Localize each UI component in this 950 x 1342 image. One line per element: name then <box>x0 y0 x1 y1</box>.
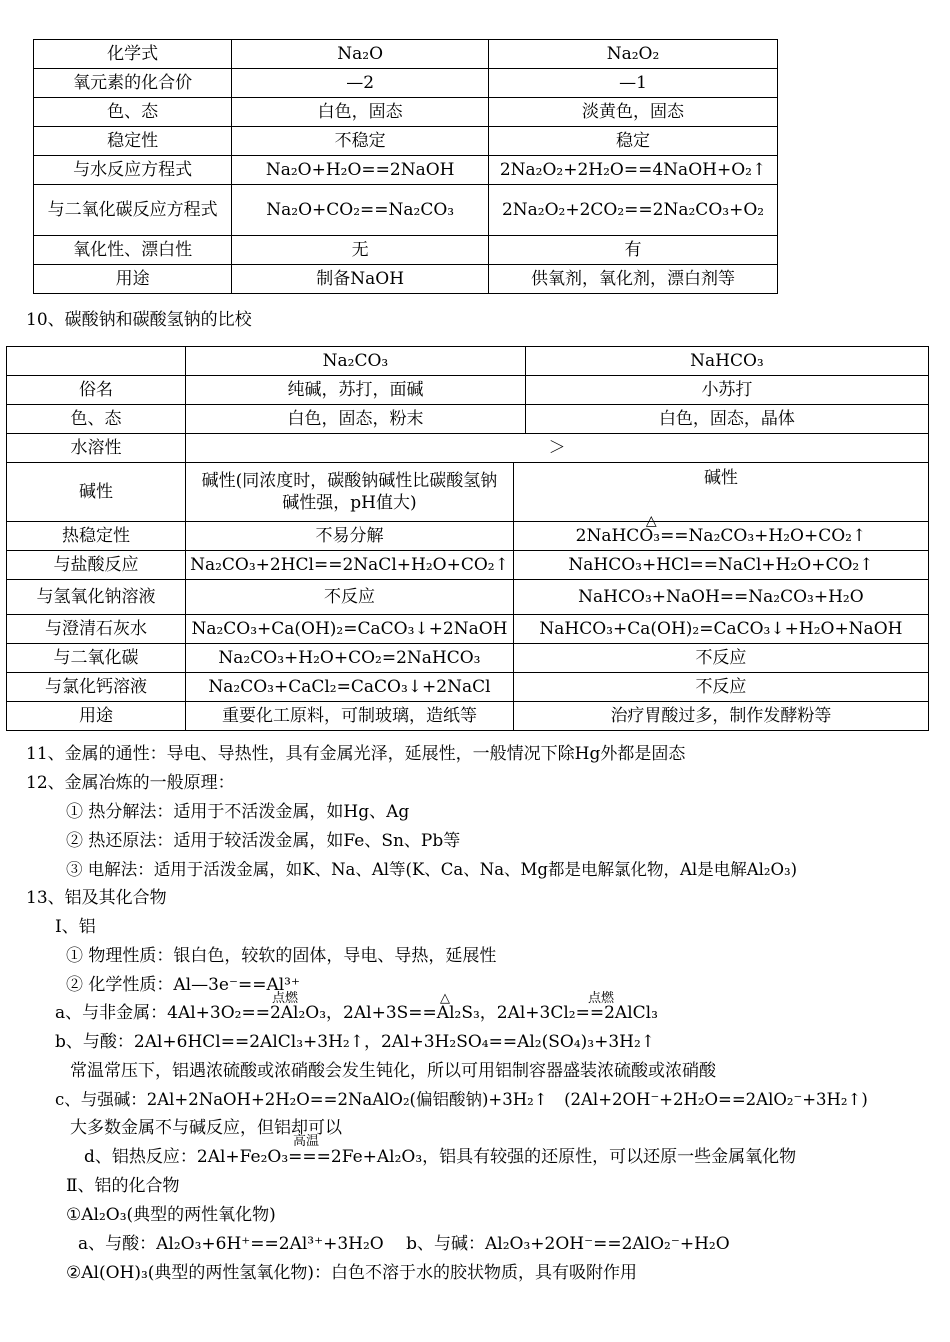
ignite-condition-mark: 点燃 <box>272 991 299 1006</box>
table-row <box>7 463 929 522</box>
table-cell: 白色，固态，粉末 <box>186 405 526 434</box>
table-row <box>7 434 929 463</box>
table-cell: Na₂CO₃+CaCl₂=CaCO₃↓+2NaCl <box>186 673 514 702</box>
heat-condition-mark: △ <box>645 513 657 529</box>
text-line: ① 热分解法：适用于不活泼金属，如Hg、Ag <box>66 802 410 822</box>
table-cell <box>513 513 928 551</box>
text-line: 11、金属的通性：导电、导热性，具有金属光泽，延展性，一般情况下除Hg外都是固态 <box>26 744 686 764</box>
text-line: ②Al(OH)₃(典型的两性氢氧化物)：白色不溶于水的胶状物质，具有吸附作用 <box>66 1263 638 1283</box>
table-row <box>34 265 778 294</box>
text-line: a、与非金属：4Al+3O₂==2Al₂O₃，2Al+3S==Al₂S₃，2Al+3Cl₂==2AlCl₃ <box>55 1003 658 1023</box>
ignite-condition-mark: 点燃 <box>588 991 615 1006</box>
table-cell: Na₂O+CO₂==Na₂CO₃ <box>232 185 489 236</box>
text-line: ② 化学性质：Al—3e⁻==Al³⁺ <box>66 975 300 995</box>
table-cell: 2Na₂O₂+2H₂O==4NaOH+O₂↑ <box>489 156 778 185</box>
table-cell: 与氯化钙溶液 <box>7 673 186 702</box>
table-cell: —2 <box>232 69 489 98</box>
sodium-oxide-table <box>33 39 778 294</box>
table-cell: 供氧剂，氧化剂，漂白剂等 <box>489 265 778 294</box>
table-cell: 纯碱，苏打，面碱 <box>186 376 526 405</box>
table-cell: 不易分解 <box>186 522 514 551</box>
table-cell: 用途 <box>7 702 186 731</box>
table-cell: 色、态 <box>34 98 232 127</box>
table-cell: 碱性(同浓度时，碳酸钠碱性比碳酸氢钠碱性强，pH值大) <box>186 463 514 522</box>
text-line: 大多数金属不与碱反应，但铝却可以 <box>70 1118 342 1138</box>
table-row <box>7 615 929 644</box>
text-line: Ⅰ、铝 <box>55 917 96 937</box>
text-line: 13、铝及其化合物 <box>26 888 167 908</box>
table-row <box>34 236 778 265</box>
table-cell: 与水反应方程式 <box>34 156 232 185</box>
text-line: 12、金属冶炼的一般原理： <box>26 773 235 793</box>
table-cell: 色、态 <box>7 405 186 434</box>
table-cell: Na₂CO₃+Ca(OH)₂=CaCO₃↓+2NaOH <box>186 615 514 644</box>
text-line: d、铝热反应：2Al+Fe₂O₃===2Fe+Al₂O₃，铝具有较强的还原性，可以还原一些金属氧化物 <box>84 1147 797 1167</box>
text-line: b、与酸：2Al+6HCl==2AlCl₃+3H₂↑，2Al+3H₂SO₄==Al₂(SO₄)₃+3H₂↑ <box>55 1032 656 1052</box>
table-header-row <box>34 40 778 69</box>
table-row <box>7 673 929 702</box>
table-cell: 与盐酸反应 <box>7 551 186 580</box>
table-cell: Na₂O₂ <box>489 40 778 69</box>
table-row <box>34 156 778 185</box>
table-cell: Na₂CO₃ <box>186 347 526 376</box>
text-line: a、与酸：Al₂O₃+6H⁺==2Al³⁺+3H₂O b、与碱：Al₂O₃+2OH⁻==2AlO₂⁻+H₂O <box>78 1234 730 1254</box>
text-line: c、与强碱：2Al+2NaOH+2H₂O==2NaAlO₂(偏铝酸钠)+3H₂↑ (2Al+2OH⁻+2H₂O==2AlO₂⁻+3H₂↑) <box>55 1090 868 1109</box>
table-cell: 治疗胃酸过多，制作发酵粉等 <box>513 702 928 731</box>
table-cell: 不反应 <box>513 673 928 702</box>
table-cell: 稳定 <box>489 127 778 156</box>
text-line: Ⅱ、铝的化合物 <box>66 1176 180 1196</box>
table-cell: 不稳定 <box>232 127 489 156</box>
table-cell: 淡黄色，固态 <box>489 98 778 127</box>
table-cell: NaHCO₃ <box>525 347 928 376</box>
table-cell: 用途 <box>34 265 232 294</box>
text-line: ② 热还原法：适用于较活泼金属，如Fe、Sn、Pb等 <box>66 831 461 851</box>
table-cell: 制备NaOH <box>232 265 489 294</box>
section-heading: 10、碳酸钠和碳酸氢钠的比校 <box>26 310 252 330</box>
table-cell <box>7 347 186 376</box>
table-cell: 稳定性 <box>34 127 232 156</box>
table-cell: 俗名 <box>7 376 186 405</box>
table-cell: NaHCO₃+Ca(OH)₂=CaCO₃↓+H₂O+NaOH <box>513 615 928 644</box>
table-cell: NaHCO₃+NaOH==Na₂CO₃+H₂O <box>513 580 928 615</box>
table-cell: 重要化工原料，可制玻璃，造纸等 <box>186 702 514 731</box>
table-cell: Na₂CO₃+H₂O+CO₂=2NaHCO₃ <box>186 644 514 673</box>
table-row <box>7 580 929 615</box>
table-header-row <box>7 347 929 376</box>
text-line: ① 物理性质：银白色，较软的固体，导电、导热，延展性 <box>66 946 497 966</box>
table-row <box>7 405 929 434</box>
table-row <box>7 644 929 673</box>
cell-text: 2NaHCO₃==Na₂CO₃+H₂O+CO₂↑ <box>575 526 867 546</box>
heat-condition-mark: △ <box>440 991 450 1006</box>
carbonate-comparison-table <box>6 346 929 731</box>
table-cell: 2Na₂O₂+2CO₂==2Na₂CO₃+O₂ <box>489 185 778 236</box>
table-row <box>7 376 929 405</box>
table-cell: 碱性 <box>7 463 186 522</box>
table-cell: 白色，固态，晶体 <box>525 405 928 434</box>
table-row <box>7 522 929 551</box>
table-row <box>34 69 778 98</box>
table-cell: 与二氧化碳 <box>7 644 186 673</box>
table-row <box>7 551 929 580</box>
table-cell: 小苏打 <box>525 376 928 405</box>
high-temperature-mark: 高温 <box>293 1134 320 1149</box>
table-cell: Na₂O+H₂O==2NaOH <box>232 156 489 185</box>
text-line: ①Al₂O₃(典型的两性氧化物) <box>66 1205 276 1225</box>
table-cell: 与澄清石灰水 <box>7 615 186 644</box>
table-cell: 不反应 <box>513 644 928 673</box>
table-cell: 有 <box>489 236 778 265</box>
table-cell: 白色，固态 <box>232 98 489 127</box>
table-cell: NaHCO₃+HCl==NaCl+H₂O+CO₂↑ <box>513 551 928 580</box>
table-cell: 氧元素的化合价 <box>34 69 232 98</box>
table-cell: 与二氧化碳反应方程式 <box>34 185 232 236</box>
text-line: 常温常压下，铝遇浓硫酸或浓硝酸会发生钝化，所以可用铝制容器盛装浓硫酸或浓硝酸 <box>70 1061 716 1081</box>
table-cell: 不反应 <box>186 580 514 615</box>
table-row <box>7 702 929 731</box>
table-cell: Na₂O <box>232 40 489 69</box>
table-cell: 热稳定性 <box>7 522 186 551</box>
table-cell: ＞ <box>186 434 929 463</box>
text-line: ③ 电解法：适用于活泼金属，如K、Na、Al等(K、Ca、Na、Mg都是电解氯化物，Al是电解Al₂O₃) <box>66 860 798 879</box>
table-row <box>34 98 778 127</box>
table-row <box>34 127 778 156</box>
table-cell: Na₂CO₃+2HCl==2NaCl+H₂O+CO₂↑ <box>186 551 514 580</box>
table-cell: —1 <box>489 69 778 98</box>
table-cell: 碱性 <box>513 463 928 522</box>
table-cell: 无 <box>232 236 489 265</box>
table-cell: 与氢氧化钠溶液 <box>7 580 186 615</box>
table-cell: 水溶性 <box>7 434 186 463</box>
table-cell: 化学式 <box>34 40 232 69</box>
table-cell: 氧化性、漂白性 <box>34 236 232 265</box>
table-row <box>34 185 778 236</box>
